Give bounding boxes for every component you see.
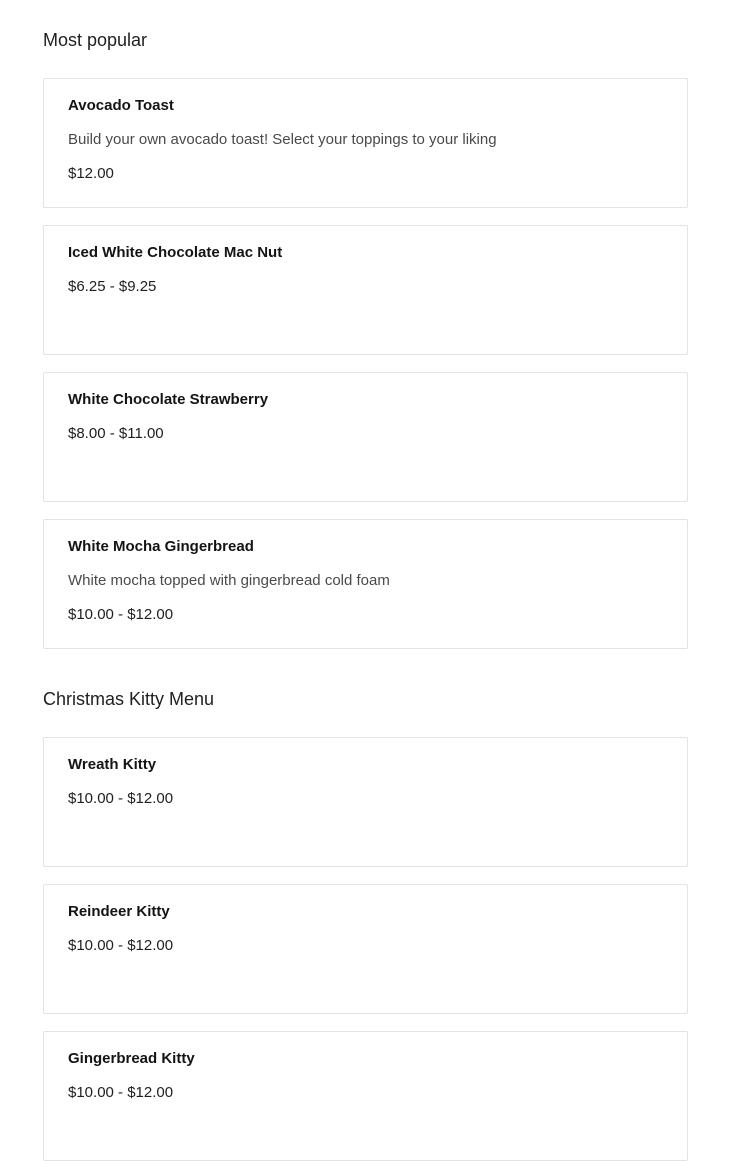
section-title-most-popular: Most popular xyxy=(43,30,148,50)
menu-item-name: Reindeer Kitty xyxy=(68,903,170,920)
section-title-christmas-kitty-menu: Christmas Kitty Menu xyxy=(43,689,215,709)
menu-item-price: $12.00 xyxy=(68,165,114,182)
menu-item-card[interactable] xyxy=(43,519,688,649)
menu-item-description: Build your own avocado toast! Select your toppings to your liking xyxy=(68,131,497,148)
most-popular-list xyxy=(43,78,688,649)
menu-item-price: $10.00 - $12.00 xyxy=(68,606,174,623)
menu-item-name: Avocado Toast xyxy=(68,97,174,114)
menu-item-price: $10.00 - $12.00 xyxy=(68,1084,174,1101)
menu-item-name: Iced White Chocolate Mac Nut xyxy=(68,244,283,261)
menu-item-card[interactable] xyxy=(43,225,688,355)
menu-item-card[interactable] xyxy=(43,78,688,208)
menu-item-name: White Mocha Gingerbread xyxy=(68,538,254,555)
menu-item-card[interactable] xyxy=(43,1031,688,1161)
menu-item-price: $10.00 - $12.00 xyxy=(68,790,174,807)
menu-item-name: White Chocolate Strawberry xyxy=(68,391,269,408)
menu-item-price: $6.25 - $9.25 xyxy=(68,278,157,295)
menu-item-price: $10.00 - $12.00 xyxy=(68,937,174,954)
menu-item-card[interactable] xyxy=(43,372,688,502)
menu-item-name: Gingerbread Kitty xyxy=(68,1050,195,1067)
menu-item-description: White mocha topped with gingerbread cold foam xyxy=(68,572,390,589)
christmas-kitty-list xyxy=(43,737,688,1161)
menu-item-card[interactable] xyxy=(43,737,688,867)
menu-item-card[interactable] xyxy=(43,884,688,1014)
menu-item-name: Wreath Kitty xyxy=(68,756,157,773)
menu-item-price: $8.00 - $11.00 xyxy=(68,425,164,442)
